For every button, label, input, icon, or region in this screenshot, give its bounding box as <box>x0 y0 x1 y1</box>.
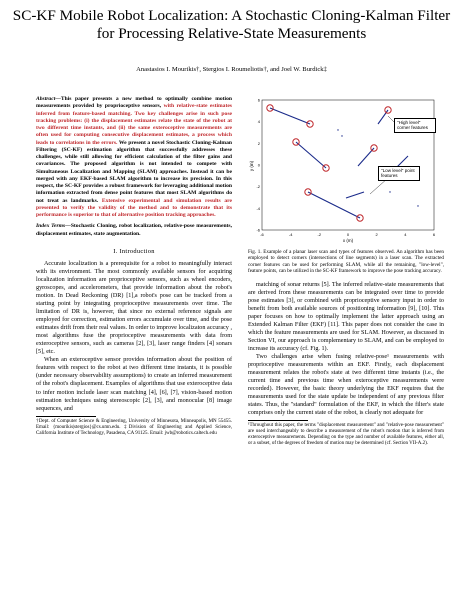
right-paragraph-2: Two challenges arise when fusing relative-pose¹ measurements with proprioceptive measurements within an EKF. Firstly, each displacement measurement relates the robot's state at two different time instants (i.e., the current time and previous time when exteroceptive measurements were recorded). However, the basic theory underlying the EKF requires that the measurements used for the state update be independent of any previous filter states. Thus, the "standard" formulation of the EKF, in which the filter's state comprises only the current state of the robot, is clearly not adequate for <box>248 354 444 417</box>
abstract-part2: with relative-state estimates inferred from feature-based matching. Two key challenges arise in such pose tracking problems: (i) the displacement estimates relate the state of the robot at two different time instants, and (ii) the same exteroceptive measurements are often used for computing consecutive displacement estimates, a process which leads to correlations in the errors. <box>36 103 232 146</box>
scan-point <box>337 129 338 130</box>
corner-markers <box>267 105 391 221</box>
scan-segment <box>378 110 388 124</box>
left-paragraph-1: Accurate localization is a prerequisite for a robot to meaningfully interact with its environment. The most commonly available sensors for acquiring localization information are proprioceptive sensors, such as wheel encoders, gyroscopes, and accelerometers, that provide information about the robot's motion. In Dead Reckoning (DR) [1],a robot's pose can be tracked from a starting point by integrating proprioceptive measurements over time. The limitation of DR is, however, that since no external reference signals are employed for correction, estimation errors accumulate over time, and the pose estimates drift from their real values. In order to improve localizaton accuracy , most algorithms fuse the proprioceptive measurements with data from exteroceptive sensors, such as cameras [2], [3], laser range finders [4] sonars [5], etc. <box>36 260 232 356</box>
index-terms-label: Index Terms— <box>36 223 71 230</box>
x-ticks <box>260 232 436 237</box>
abstract <box>36 96 232 219</box>
abstract-label: Abstract— <box>36 96 61 102</box>
scan-segment <box>270 108 310 124</box>
y-tick-label: -4 <box>256 205 260 211</box>
scan-point <box>341 135 342 136</box>
y-tick-label: 0 <box>257 162 260 168</box>
affiliation-footnote: †Dept. of Computer Science & Engineering, University of Minnesota, Minneapolis, MN 55455. Email: {mourikis|stergios}@cs.umn.edu. ‡Division of Engineering and Applied Science, California Institute of Technology, Pasadena, CA 91125. Email: jwb@robotics.caltech.edu <box>36 418 232 436</box>
x-tick-label: 0 <box>346 232 350 237</box>
x-tick-label: 6 <box>432 232 436 237</box>
x-axis-label: x (m) <box>342 238 354 243</box>
footnote-rule-2 <box>248 420 308 421</box>
index-terms <box>36 223 232 238</box>
x-tick-label: 2 <box>375 232 378 237</box>
abstract-part4: The proposed algorithm is not intended to compete with Simultaneous Localization and Mapping (SLAM) approaches. Instead it can be merged with any EKF-based SLAM algorithm to increase its precision. In this respect, the SC-KF provides a robust framework for leveraging additional motion information extracted from dense point features that most SLAM algorithms do not treat as landmarks. <box>36 161 232 204</box>
left-column <box>36 96 232 437</box>
scan-segment <box>346 192 364 198</box>
right-paragraph-1: matching of sonar returns [5]. The inferred relative-state measurements that are derived from these measurements can be integrated over time to provide pose estimates [3], or combined with proprioceptive sensory input in order to benefit from both available sources of positioning information [9], [10]. This paper focuses on how to optimally implement the latter approach using an Extended Kalman Filter (EKF) [11]. This paper does not consider the case in which the feature measurements are used for SLAM. However, as discussed in Section VI, our approach is complementary to SLAM, and can be employed to increase its accuracy (cf. Fig. 1). <box>248 281 444 352</box>
x-tick-label: -6 <box>260 232 264 237</box>
y-ticks <box>256 98 260 233</box>
high-level-label: "High level" corner features <box>394 118 436 133</box>
abstract-part3: We present a novel Stochastic Cloning-Kalman Filtering (SC-KF) estimation algorithm that successfully addresses these challenges, while still allowing for efficient calculation of the filter gains and covariances. <box>36 139 232 168</box>
figure-caption: Fig. 1. Example of a planar laser scan and types of features observed. An algorithm has been employed to detect corners (intersections of line segments) in a laser scan. The extracted corner features can be used for performing SLAM, while all the remaining, "low-level", feature points, can be utilized in the SC-KF framework to improve the pose tracking accuracy. <box>248 249 444 275</box>
laser-scan-plot <box>248 96 444 246</box>
scan-segments <box>270 108 408 218</box>
figure-laser-scan <box>248 96 444 246</box>
x-tick-label: -2 <box>317 232 322 237</box>
terminology-footnote: ¹Throughout this paper, the terms "displacement measurement" and "relative-pose measurement" are used interchangeably to describe a measurement of the robot's motion that is inferred from exteroceptive measurements. Depending on the type and number of available features, either all, or a subset, of the degrees of freedom of motion may be determined (cf. Section VII-A.2). <box>248 423 444 447</box>
y-tick-label: 4 <box>257 119 260 125</box>
paper-title: SC-KF Mobile Robot Localization: A Stochastic Cloning-Kalman Filter for Processing Relative-State Measurements <box>12 7 451 42</box>
y-tick-label: -6 <box>256 227 260 233</box>
y-axis-label: y (m) <box>249 160 254 172</box>
paper-authors: Anastasios I. Mourikis†, Stergios I. Roumeliotis†, and Joel W. Burdick‡ <box>136 66 327 73</box>
x-tick-label: 4 <box>404 232 407 237</box>
scan-point <box>417 205 418 206</box>
low-level-label: "Low level" point features <box>378 166 420 181</box>
left-paragraph-2: When an exteroceptive sensor provides information about the position of features with respect to the robot at two different time instants, it is possible (under necessary observability assumptions) to create an inferred measurement of the robot's displacement. Examples of algorithms that use exteroceptive data to infer motion include laser scan matching [4], [6], [7], vision-based motion estimation techniques using stereoscopic [2], [3], and monocular [8] image sequences, and <box>36 357 232 412</box>
x-tick-label: -4 <box>288 232 293 237</box>
y-tick-label: -2 <box>256 184 260 190</box>
y-tick-label: 6 <box>257 97 260 103</box>
right-column <box>248 96 444 447</box>
footnote-rule <box>36 416 96 417</box>
y-tick-label: 2 <box>257 140 260 146</box>
abstract-part1: This paper presents a new method to optimally combine motion measurements provided by proprioceptive sensors, <box>36 96 232 110</box>
scan-segment <box>296 142 326 168</box>
abstract-part5: Extensive experimental and simulation results are presented to verify the validity of the method and to demonstrate that its performance is superior to that of alternative position tracking approaches. <box>36 197 233 218</box>
scan-point <box>389 191 390 192</box>
section-heading: I. Introduction <box>113 247 155 255</box>
index-terms-text: Stochastic Cloning, robot localization, relative-pose measurements, displacement estimates, state augmentation. <box>36 223 232 237</box>
